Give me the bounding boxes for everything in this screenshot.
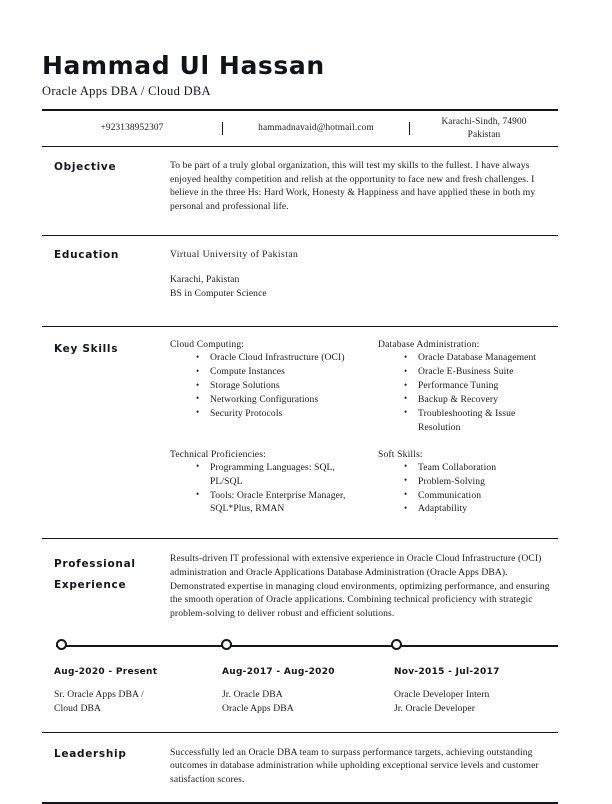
section-label-line1: Professional (54, 558, 136, 571)
section-label-objective: Objective (54, 161, 117, 173)
skill-item (404, 379, 558, 393)
contact-phone[interactable]: +923138952307 (100, 123, 164, 134)
section-leadership (42, 733, 558, 801)
section-label-leadership: Leadership (54, 747, 127, 760)
bullet-icon: • (196, 393, 200, 404)
bullet-icon: • (196, 379, 200, 390)
experience-summary-body (170, 552, 558, 620)
job-role-line2: Cloud DBA (54, 702, 102, 714)
skill-group-soft-skills (364, 449, 558, 531)
skill-item (404, 475, 558, 489)
skill-item-label: Networking Configurations (210, 393, 319, 405)
skill-group-heading: Technical Proficiencies: (170, 448, 266, 460)
skill-list (378, 351, 558, 434)
resume-header (42, 0, 570, 99)
bullet-icon: • (196, 365, 200, 376)
section-key-skills (42, 327, 558, 538)
skill-list (170, 351, 364, 421)
candidate-name: Hammad Ul Hassan (42, 51, 325, 80)
section-education (42, 236, 558, 326)
skill-group-technical-proficiencies (170, 449, 364, 531)
contact-location-line1: Karachi-Sindh, 74900 (441, 117, 527, 128)
job-dates: Aug-2020 - Present (54, 667, 158, 678)
skill-group-heading: Database Administration: (378, 339, 480, 351)
skill-item (196, 489, 364, 517)
bullet-icon: • (404, 461, 408, 472)
education-location: Karachi, Pakistan (170, 274, 240, 286)
skill-item-label: Performance Tuning (418, 380, 499, 392)
skill-item-label: Oracle Database Management (418, 352, 537, 364)
skill-item (404, 365, 558, 379)
job-role-line2: Oracle Apps DBA (221, 702, 294, 714)
bullet-icon: • (404, 502, 408, 513)
timeline-line (56, 645, 558, 647)
education-body (170, 248, 558, 300)
candidate-title: Oracle Apps DBA / Cloud DBA (42, 84, 211, 98)
skill-item (404, 351, 558, 365)
job-entry (386, 667, 558, 715)
skill-item (196, 407, 364, 421)
bullet-icon: • (196, 407, 200, 418)
skill-list (378, 461, 558, 517)
skill-item (196, 365, 364, 379)
objective-body (170, 159, 558, 213)
contact-bar (42, 111, 558, 146)
section-professional-experience (42, 539, 558, 634)
skill-list (170, 461, 364, 517)
experience-summary-text: Results-driven IT professional with extensive experience in Oracle Cloud Infrastructure (OCI) administration and Oracle Applications Database Administration (Oracle Apps DBA). Demonstrated expertise in managing cloud environments, optimizing performance, and ensuring the smooth operation of Oracle applications. Combining technical proficiency with strategic problem-solving to deliver robust and efficient solutions. (170, 553, 550, 619)
job-role-line1: Oracle Developer Intern (393, 689, 490, 701)
contact-email[interactable]: hammadnavaid@hotmail.com (222, 122, 410, 134)
skill-item (196, 351, 364, 365)
skill-item (404, 489, 558, 503)
bullet-icon: • (196, 351, 200, 362)
skill-item-label: Programming Languages: SQL, PL/SQL (210, 461, 336, 487)
job-entry (214, 667, 386, 715)
experience-timeline (42, 638, 558, 654)
job-dates: Nov-2015 - Jul-2017 (393, 667, 500, 678)
skill-item-label: Oracle Cloud Infrastructure (OCI) (210, 352, 345, 364)
bullet-icon: • (404, 489, 408, 500)
contact-location-line2: Pakistan (467, 129, 501, 140)
section-label-professional-experience (42, 552, 170, 620)
section-label-line2: Experience (54, 578, 127, 591)
timeline-dot-icon (221, 639, 232, 650)
job-role-line1: Jr. Oracle DBA (221, 689, 283, 701)
bullet-icon: • (404, 475, 408, 486)
skill-item-label: Tools: Oracle Enterprise Manager, SQL*Plus, RMAN (210, 489, 346, 515)
skill-group-database-administration (364, 339, 558, 448)
job-role-line1: Sr. Oracle Apps DBA / (54, 689, 144, 701)
contact-location (410, 116, 558, 141)
skill-item-label: Security Protocols (210, 407, 283, 419)
section-objective (42, 147, 558, 235)
leadership-text: Successfully led an Oracle DBA team to surpass performance targets, achieving outstanding outcomes in database administration while upholding exceptional service levels and customer satisfaction scores. (170, 746, 539, 785)
experience-jobs (42, 654, 558, 731)
bullet-icon: • (404, 407, 408, 418)
skill-item-label: Compute Instances (210, 366, 285, 378)
skill-item-label: Backup & Recovery (418, 393, 499, 405)
skill-item-label: Oracle E-Business Suite (418, 366, 514, 378)
job-entry (42, 667, 214, 715)
skill-item (404, 407, 558, 435)
skill-item-label: Storage Solutions (210, 380, 280, 392)
objective-text: To be part of a truly global organization, this will test my skills to the fullest. I have always enjoyed healthy competition and relish at the opportunity to face new and fresh challenges. I believe in the three Hs: Hard Work, Honesty & Happiness and have applied these in both my personal and professional life. (170, 160, 536, 212)
bullet-icon: • (404, 351, 408, 362)
skill-item-label: Troubleshooting & Issue Resolution (418, 407, 516, 433)
education-spacer (170, 262, 558, 273)
skill-item (196, 379, 364, 393)
key-skills-grid (170, 339, 558, 530)
skill-item (404, 461, 558, 475)
skill-item-label: Communication (418, 489, 482, 501)
section-label-education: Education (54, 249, 120, 262)
skill-item-label: Problem-Solving (418, 475, 486, 487)
skill-item (404, 393, 558, 407)
skill-item-label: Team Collaboration (418, 461, 497, 473)
timeline-dot-icon (391, 639, 402, 650)
bullet-icon: • (404, 393, 408, 404)
bullet-icon: • (404, 365, 408, 376)
education-school: Virtual University of Pakistan (170, 249, 299, 261)
leadership-body (170, 746, 558, 787)
skill-group-heading: Cloud Computing: (170, 339, 245, 351)
job-role-line2: Jr. Oracle Developer (393, 702, 476, 714)
bullet-icon: • (196, 489, 200, 500)
skill-group-cloud-computing (170, 339, 364, 448)
skill-group-heading: Soft Skills: (378, 448, 423, 460)
education-degree: BS in Computer Science (170, 287, 267, 299)
timeline-dot-icon (56, 639, 67, 650)
bullet-icon: • (404, 379, 408, 390)
bullet-icon: • (196, 461, 200, 472)
section-label-key-skills: Key Skills (54, 343, 119, 356)
skill-item (196, 393, 364, 407)
skill-item (404, 502, 558, 516)
job-dates: Aug-2017 - Aug-2020 (221, 667, 335, 678)
skill-item-label: Adaptability (418, 503, 468, 515)
skill-item (196, 461, 364, 489)
